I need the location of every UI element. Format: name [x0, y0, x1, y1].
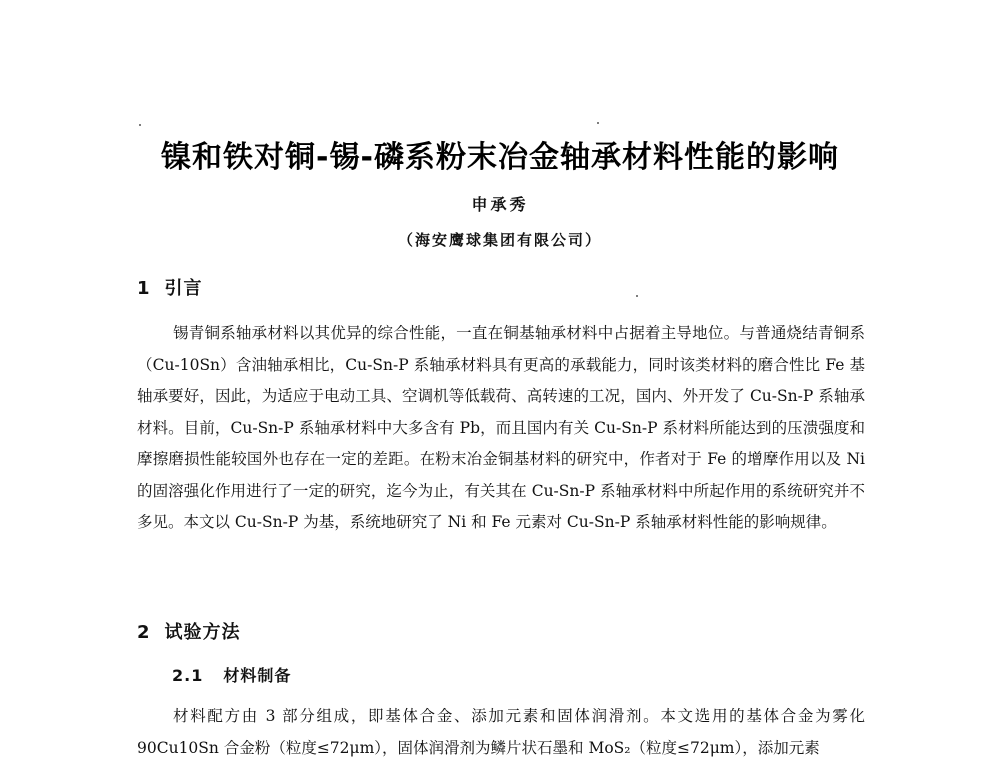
section-heading-introduction: [137, 274, 203, 300]
scan-speck: [636, 295, 638, 297]
section-number: 2: [137, 622, 151, 643]
section-heading-methods: [137, 618, 241, 644]
author-name: 申承秀: [471, 195, 529, 214]
scan-speck: [597, 122, 599, 124]
section-title: 试验方法: [164, 622, 241, 643]
section-title: 引言: [164, 278, 203, 299]
material-preparation-paragraph: 材料配方由 3 部分组成，即基体合金、添加元素和固体润滑剂。本文选用的基体合金为雾化 90Cu10Sn 合金粉（粒度≤72μm），固体润滑剂为鳞片状石墨和 MoS₂（粒度≤72μm），添加元素: [137, 707, 865, 757]
section-number: 1: [137, 278, 151, 299]
subsection-heading-material-preparation: [172, 663, 291, 686]
paper-title: 镍和铁对铜-锡-磷系粉末冶金轴承材料性能的影响: [161, 140, 839, 175]
subsection-title: 材料制备: [223, 666, 292, 685]
subsection-number: 2.1: [172, 666, 204, 685]
author-affiliation: （海安鹰球集团有限公司）: [397, 231, 602, 249]
scan-speck: [139, 124, 141, 126]
introduction-paragraph: 锡青铜系轴承材料以其优异的综合性能，一直在铜基轴承材料中占据着主导地位。与普通烧结青铜系（Cu-10Sn）含油轴承相比，Cu-Sn-P 系轴承材料具有更高的承载能力，同时该类材料的磨合性比 Fe 基轴承要好，因此，为适应于电动工具、空调机等低载荷、高转速的工况，国内、外开发了 Cu-Sn-P 系轴承材料。目前，Cu-Sn-P 系轴承材料中大多含有 Pb，而且国内有关 Cu-Sn-P 系材料所能达到的压溃强度和摩擦磨损性能较国外也存在一定的差距。在粉末冶金铜基材料的研究中，作者对于 Fe 的增摩作用以及 Ni 的固溶强化作用进行了一定的研究，迄今为止，有关其在 Cu-Sn-P 系轴承材料中所起作用的系统研究并不多见。本文以 Cu-Sn-P 为基，系统地研究了 Ni 和 Fe 元素对 Cu-Sn-P 系轴承材料性能的影响规律。: [137, 324, 865, 531]
